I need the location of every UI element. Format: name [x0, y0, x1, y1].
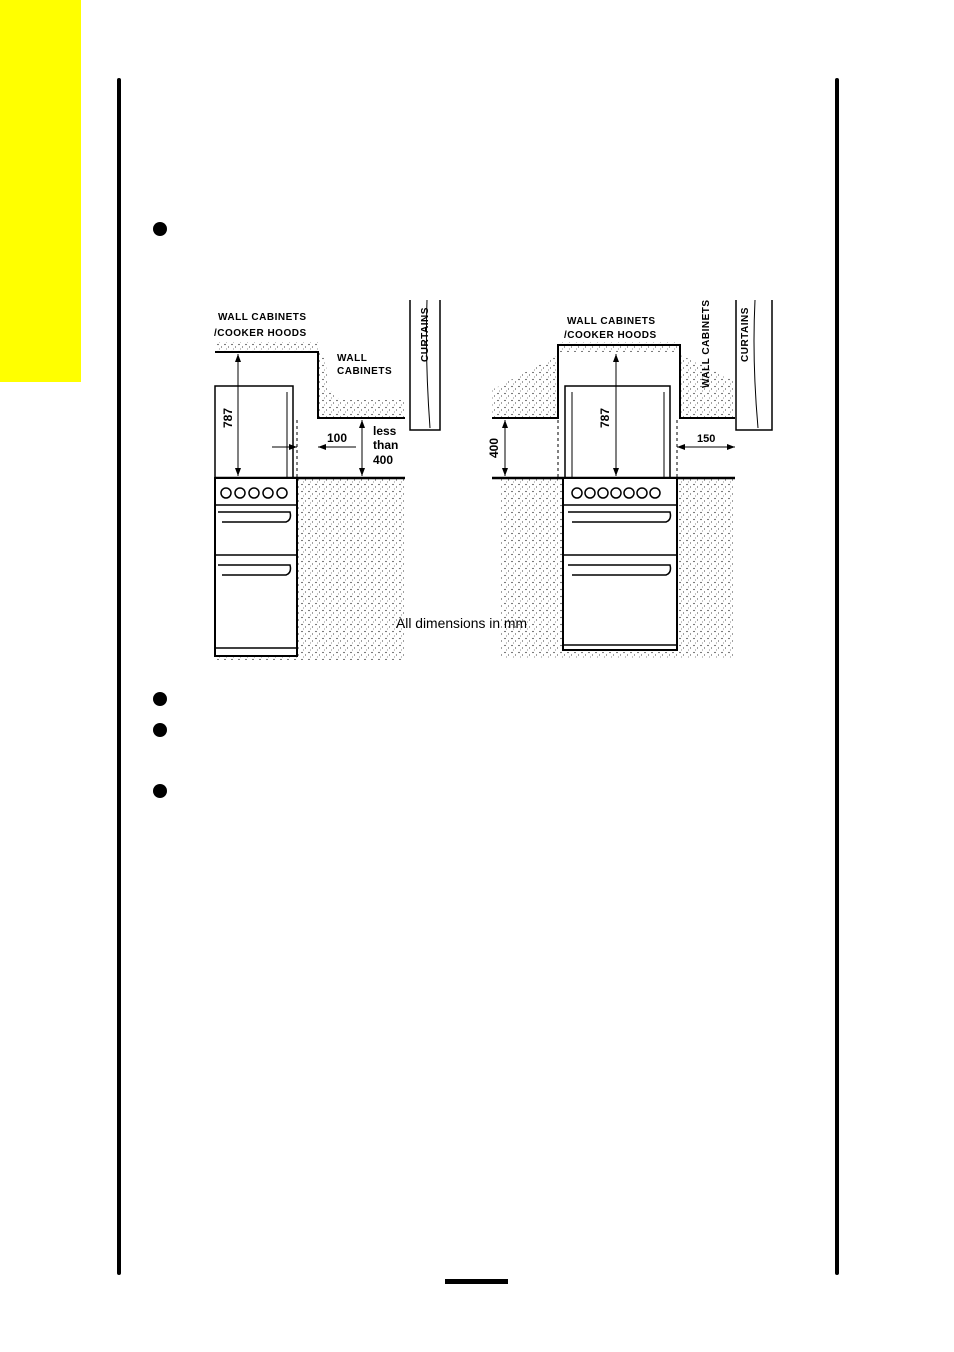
- right-label-wall-cabinets-cooker-hoods-line1: WALL CABINETS: [567, 316, 656, 327]
- left-label-wall-cabinets-line2: CABINETS: [337, 366, 393, 377]
- page-number-rule: [445, 1279, 508, 1284]
- right-installation-drawing: [492, 300, 772, 658]
- installation-clearance-diagram: [210, 285, 790, 665]
- left-label-curtains: CURTAINS: [420, 307, 431, 362]
- right-dim-400: 400: [487, 437, 501, 458]
- left-installation-drawing: [215, 300, 440, 660]
- left-dim-less: less: [373, 424, 397, 438]
- right-dim-787: 787: [598, 407, 612, 428]
- left-dim-400: 400: [373, 453, 394, 467]
- left-label-wall-cabinets-cooker-hoods-line2: /COOKER HOODS: [214, 328, 307, 339]
- left-dim-than: than: [373, 438, 399, 452]
- left-label-wall-cabinets-cooker-hoods-line1: WALL CABINETS: [218, 312, 307, 323]
- right-dim-150: 150: [697, 433, 716, 445]
- left-label-wall-cabinets-line1: WALL: [337, 353, 368, 364]
- right-label-wall-cabinets-cooker-hoods-line2: /COOKER HOODS: [564, 330, 657, 341]
- right-label-curtains: CURTAINS: [740, 307, 751, 362]
- left-dim-787: 787: [221, 407, 235, 428]
- left-dim-100: 100: [327, 431, 348, 445]
- bullet-1: [153, 222, 167, 236]
- section-color-tab: [0, 0, 81, 382]
- bullet-4: [153, 784, 167, 798]
- right-label-wall-cabinets: WALL CABINETS: [701, 299, 712, 388]
- bullet-2: [153, 692, 167, 706]
- left-margin-line: [117, 78, 121, 1275]
- right-margin-line: [835, 78, 839, 1275]
- figure-caption: All dimensions in mm: [396, 615, 527, 631]
- bullet-3: [153, 723, 167, 737]
